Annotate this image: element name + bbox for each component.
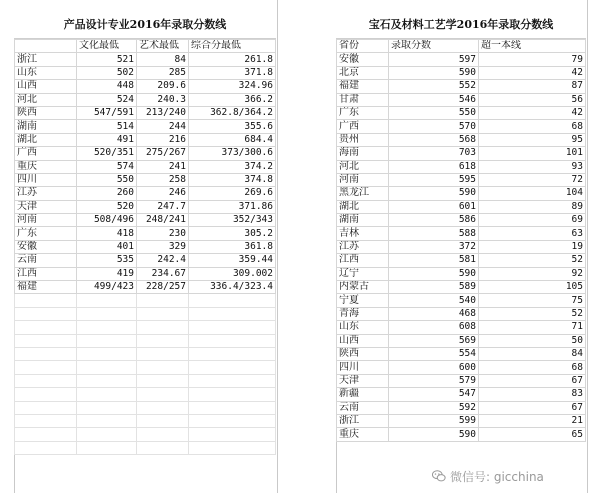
product-design-table <box>14 39 276 455</box>
left-value-cell[interactable]: 374.8 <box>189 173 276 186</box>
table-row <box>15 53 276 66</box>
empty-cell[interactable] <box>137 401 189 414</box>
left-province-cell[interactable]: 广西 <box>15 147 77 160</box>
left-value-cell[interactable]: 371.86 <box>189 200 276 213</box>
empty-cell[interactable] <box>137 441 189 454</box>
table-row <box>15 80 276 93</box>
table-row <box>337 227 586 240</box>
product-design-sheet <box>14 0 276 455</box>
empty-cell[interactable] <box>77 294 137 307</box>
table-row <box>337 254 586 267</box>
table-row <box>337 80 586 93</box>
table-row <box>337 361 586 374</box>
left-header-cell[interactable]: 文化最低 <box>77 40 137 53</box>
left-value-cell[interactable]: 246 <box>137 187 189 200</box>
empty-row <box>15 334 276 347</box>
table-row <box>15 240 276 253</box>
empty-cell[interactable] <box>77 374 137 387</box>
empty-row <box>15 428 276 441</box>
right-province-cell[interactable]: 四川 <box>337 361 389 374</box>
table-row <box>337 147 586 160</box>
left-value-cell[interactable]: 448 <box>77 80 137 93</box>
left-province-cell[interactable]: 山东 <box>15 66 77 79</box>
left-sheet-title: 产品设计专业2016年录取分数线 <box>14 12 276 39</box>
empty-cell[interactable] <box>15 307 77 320</box>
empty-row <box>15 441 276 454</box>
right-value-cell[interactable]: 42 <box>479 106 586 119</box>
right-value-cell[interactable]: 104 <box>479 187 586 200</box>
table-row <box>15 106 276 119</box>
right-value-cell[interactable]: 95 <box>479 133 586 146</box>
empty-cell[interactable] <box>15 361 77 374</box>
left-value-cell[interactable]: 216 <box>137 133 189 146</box>
right-value-cell[interactable]: 569 <box>389 334 479 347</box>
empty-cell[interactable] <box>15 401 77 414</box>
empty-row <box>15 414 276 427</box>
left-value-cell[interactable]: 305.2 <box>189 227 276 240</box>
right-province-cell[interactable]: 湖北 <box>337 200 389 213</box>
table-row <box>15 147 276 160</box>
left-value-cell[interactable]: 234.67 <box>137 267 189 280</box>
table-row <box>337 374 586 387</box>
right-value-cell[interactable]: 570 <box>389 120 479 133</box>
table-row <box>337 347 586 360</box>
right-value-cell[interactable]: 599 <box>389 414 479 427</box>
left-value-cell[interactable]: 352/343 <box>189 214 276 227</box>
left-value-cell[interactable]: 374.2 <box>189 160 276 173</box>
left-province-cell[interactable]: 云南 <box>15 254 77 267</box>
right-header-row <box>337 40 586 53</box>
right-value-cell[interactable]: 568 <box>389 133 479 146</box>
right-value-cell[interactable]: 618 <box>389 160 479 173</box>
left-province-cell[interactable]: 浙江 <box>15 53 77 66</box>
right-province-cell[interactable]: 吉林 <box>337 227 389 240</box>
empty-cell[interactable] <box>189 414 276 427</box>
left-value-cell[interactable]: 520 <box>77 200 137 213</box>
right-value-cell[interactable]: 608 <box>389 321 479 334</box>
right-header-cell[interactable]: 录取分数 <box>389 40 479 53</box>
empty-cell[interactable] <box>15 321 77 334</box>
right-province-cell[interactable]: 辽宁 <box>337 267 389 280</box>
left-value-cell[interactable]: 520/351 <box>77 147 137 160</box>
left-value-cell[interactable]: 84 <box>137 53 189 66</box>
table-row <box>337 106 586 119</box>
empty-cell[interactable] <box>15 441 77 454</box>
empty-row <box>15 347 276 360</box>
table-row <box>15 93 276 106</box>
right-province-cell[interactable]: 青海 <box>337 307 389 320</box>
right-value-cell[interactable]: 101 <box>479 147 586 160</box>
empty-cell[interactable] <box>189 374 276 387</box>
left-value-cell[interactable]: 361.8 <box>189 240 276 253</box>
left-value-cell[interactable]: 240.3 <box>137 93 189 106</box>
right-value-cell[interactable]: 63 <box>479 227 586 240</box>
empty-cell[interactable] <box>15 294 77 307</box>
left-province-cell[interactable]: 天津 <box>15 200 77 213</box>
left-value-cell[interactable]: 209.6 <box>137 80 189 93</box>
right-province-cell[interactable]: 宁夏 <box>337 294 389 307</box>
left-province-cell[interactable]: 河北 <box>15 93 77 106</box>
table-row <box>337 240 586 253</box>
right-value-cell[interactable]: 87 <box>479 80 586 93</box>
left-value-cell[interactable]: 248/241 <box>137 214 189 227</box>
left-value-cell[interactable]: 550 <box>77 173 137 186</box>
right-value-cell[interactable]: 75 <box>479 294 586 307</box>
right-province-cell[interactable]: 云南 <box>337 401 389 414</box>
table-row <box>337 160 586 173</box>
left-value-cell[interactable]: 521 <box>77 53 137 66</box>
right-value-cell[interactable]: 468 <box>389 307 479 320</box>
left-value-cell[interactable]: 241 <box>137 160 189 173</box>
left-value-cell[interactable]: 418 <box>77 227 137 240</box>
right-value-cell[interactable]: 68 <box>479 120 586 133</box>
empty-row <box>15 401 276 414</box>
right-value-cell[interactable]: 67 <box>479 401 586 414</box>
right-province-cell[interactable]: 天津 <box>337 374 389 387</box>
left-value-cell[interactable]: 373/300.6 <box>189 147 276 160</box>
table-row <box>337 401 586 414</box>
left-province-cell[interactable]: 福建 <box>15 281 77 294</box>
empty-row <box>15 294 276 307</box>
left-value-cell[interactable]: 419 <box>77 267 137 280</box>
left-value-cell[interactable]: 371.8 <box>189 66 276 79</box>
empty-cell[interactable] <box>77 307 137 320</box>
table-row <box>15 160 276 173</box>
empty-cell[interactable] <box>189 441 276 454</box>
left-value-cell[interactable]: 524 <box>77 93 137 106</box>
right-value-cell[interactable]: 554 <box>389 347 479 360</box>
left-value-cell[interactable]: 309.002 <box>189 267 276 280</box>
empty-cell[interactable] <box>15 374 77 387</box>
left-value-cell[interactable]: 508/496 <box>77 214 137 227</box>
right-province-cell[interactable]: 河南 <box>337 173 389 186</box>
empty-cell[interactable] <box>189 334 276 347</box>
table-row <box>337 321 586 334</box>
left-value-cell[interactable]: 275/267 <box>137 147 189 160</box>
right-header-cell[interactable]: 超一本线 <box>479 40 586 53</box>
left-value-cell[interactable]: 324.96 <box>189 80 276 93</box>
empty-cell[interactable] <box>189 388 276 401</box>
left-value-cell[interactable]: 228/257 <box>137 281 189 294</box>
left-province-cell[interactable]: 四川 <box>15 173 77 186</box>
right-value-cell[interactable]: 595 <box>389 173 479 186</box>
table-row <box>337 414 586 427</box>
table-row <box>337 173 586 186</box>
empty-cell[interactable] <box>137 361 189 374</box>
right-value-cell[interactable]: 597 <box>389 53 479 66</box>
right-value-cell[interactable]: 703 <box>389 147 479 160</box>
left-value-cell[interactable]: 258 <box>137 173 189 186</box>
empty-cell[interactable] <box>189 361 276 374</box>
left-province-cell[interactable]: 陕西 <box>15 106 77 119</box>
empty-cell[interactable] <box>189 294 276 307</box>
table-row <box>15 120 276 133</box>
right-province-cell[interactable]: 重庆 <box>337 428 389 441</box>
right-value-cell[interactable]: 601 <box>389 200 479 213</box>
table-row <box>337 267 586 280</box>
left-header-cell[interactable]: 综合分最低 <box>189 40 276 53</box>
left-province-cell[interactable]: 广东 <box>15 227 77 240</box>
empty-cell[interactable] <box>137 334 189 347</box>
table-row <box>15 66 276 79</box>
right-header-cell[interactable]: 省份 <box>337 40 389 53</box>
right-province-cell[interactable]: 北京 <box>337 66 389 79</box>
left-province-cell[interactable]: 河南 <box>15 214 77 227</box>
right-province-cell[interactable]: 贵州 <box>337 133 389 146</box>
right-province-cell[interactable]: 山西 <box>337 334 389 347</box>
right-value-cell[interactable]: 550 <box>389 106 479 119</box>
right-province-cell[interactable]: 福建 <box>337 80 389 93</box>
right-province-cell[interactable]: 内蒙古 <box>337 281 389 294</box>
left-value-cell[interactable]: 684.4 <box>189 133 276 146</box>
right-value-cell[interactable]: 547 <box>389 388 479 401</box>
right-province-cell[interactable]: 安徽 <box>337 53 389 66</box>
wechat-icon <box>432 469 446 483</box>
right-province-cell[interactable]: 江西 <box>337 254 389 267</box>
right-value-cell[interactable]: 105 <box>479 281 586 294</box>
empty-row <box>15 307 276 320</box>
empty-cell[interactable] <box>137 347 189 360</box>
right-value-cell[interactable]: 83 <box>479 388 586 401</box>
empty-cell[interactable] <box>137 388 189 401</box>
empty-cell[interactable] <box>77 401 137 414</box>
left-value-cell[interactable]: 247.7 <box>137 200 189 213</box>
table-row <box>337 53 586 66</box>
right-province-cell[interactable]: 甘肃 <box>337 93 389 106</box>
right-value-cell[interactable]: 92 <box>479 267 586 280</box>
left-value-cell[interactable]: 355.6 <box>189 120 276 133</box>
right-value-cell[interactable]: 69 <box>479 214 586 227</box>
right-value-cell[interactable]: 19 <box>479 240 586 253</box>
table-row <box>15 133 276 146</box>
empty-cell[interactable] <box>189 428 276 441</box>
right-value-cell[interactable]: 600 <box>389 361 479 374</box>
empty-row <box>15 321 276 334</box>
left-province-cell[interactable]: 安徽 <box>15 240 77 253</box>
right-value-cell[interactable]: 50 <box>479 334 586 347</box>
right-value-cell[interactable]: 56 <box>479 93 586 106</box>
table-row <box>337 294 586 307</box>
left-value-cell[interactable]: 269.6 <box>189 187 276 200</box>
right-value-cell[interactable]: 588 <box>389 227 479 240</box>
right-value-cell[interactable]: 79 <box>479 53 586 66</box>
table-row <box>15 187 276 200</box>
table-row <box>337 187 586 200</box>
table-row <box>337 334 586 347</box>
right-province-cell[interactable]: 浙江 <box>337 414 389 427</box>
table-row <box>337 93 586 106</box>
empty-row <box>15 361 276 374</box>
empty-cell[interactable] <box>189 347 276 360</box>
right-province-cell[interactable]: 河北 <box>337 160 389 173</box>
empty-cell[interactable] <box>77 441 137 454</box>
left-value-cell[interactable]: 285 <box>137 66 189 79</box>
table-row <box>15 173 276 186</box>
left-value-cell[interactable]: 514 <box>77 120 137 133</box>
left-value-cell[interactable]: 535 <box>77 254 137 267</box>
right-province-cell[interactable]: 新疆 <box>337 388 389 401</box>
table-row <box>337 120 586 133</box>
table-row <box>337 200 586 213</box>
empty-cell[interactable] <box>77 428 137 441</box>
left-value-cell[interactable]: 574 <box>77 160 137 173</box>
empty-cell[interactable] <box>15 428 77 441</box>
right-province-cell[interactable]: 广东 <box>337 106 389 119</box>
left-value-cell[interactable]: 230 <box>137 227 189 240</box>
right-value-cell[interactable]: 42 <box>479 66 586 79</box>
right-value-cell[interactable]: 93 <box>479 160 586 173</box>
empty-cell[interactable] <box>137 428 189 441</box>
left-value-cell[interactable]: 359.44 <box>189 254 276 267</box>
left-header-cell[interactable] <box>15 40 77 53</box>
table-row <box>337 307 586 320</box>
right-value-cell[interactable]: 590 <box>389 187 479 200</box>
left-value-cell[interactable]: 502 <box>77 66 137 79</box>
table-row <box>15 214 276 227</box>
right-value-cell[interactable]: 68 <box>479 361 586 374</box>
empty-cell[interactable] <box>77 361 137 374</box>
right-value-cell[interactable]: 67 <box>479 374 586 387</box>
right-value-cell[interactable]: 71 <box>479 321 586 334</box>
table-row <box>15 227 276 240</box>
right-province-cell[interactable]: 海南 <box>337 147 389 160</box>
right-province-cell[interactable]: 山东 <box>337 321 389 334</box>
left-header-cell[interactable]: 艺术最低 <box>137 40 189 53</box>
right-value-cell[interactable]: 552 <box>389 80 479 93</box>
gem-material-sheet <box>336 0 586 442</box>
left-value-cell[interactable]: 491 <box>77 133 137 146</box>
empty-cell[interactable] <box>77 414 137 427</box>
left-value-cell[interactable]: 242.4 <box>137 254 189 267</box>
right-value-cell[interactable]: 372 <box>389 240 479 253</box>
empty-cell[interactable] <box>137 374 189 387</box>
empty-row <box>15 388 276 401</box>
left-province-cell[interactable]: 湖北 <box>15 133 77 146</box>
left-value-cell[interactable]: 499/423 <box>77 281 137 294</box>
left-value-cell[interactable]: 362.8/364.2 <box>189 106 276 119</box>
left-province-cell[interactable]: 湖南 <box>15 120 77 133</box>
table-row <box>15 200 276 213</box>
right-value-cell[interactable]: 592 <box>389 401 479 414</box>
empty-cell[interactable] <box>137 414 189 427</box>
right-province-cell[interactable]: 黑龙江 <box>337 187 389 200</box>
right-value-cell[interactable]: 589 <box>389 281 479 294</box>
right-value-cell[interactable]: 89 <box>479 200 586 213</box>
left-value-cell[interactable]: 329 <box>137 240 189 253</box>
left-value-cell[interactable]: 260 <box>77 187 137 200</box>
right-value-cell[interactable]: 579 <box>389 374 479 387</box>
table-row <box>15 267 276 280</box>
left-value-cell[interactable]: 401 <box>77 240 137 253</box>
left-province-cell[interactable]: 江西 <box>15 267 77 280</box>
left-value-cell[interactable]: 244 <box>137 120 189 133</box>
right-value-cell[interactable]: 52 <box>479 307 586 320</box>
right-value-cell[interactable]: 21 <box>479 414 586 427</box>
right-value-cell[interactable]: 84 <box>479 347 586 360</box>
right-province-cell[interactable]: 江苏 <box>337 240 389 253</box>
empty-cell[interactable] <box>15 414 77 427</box>
right-value-cell[interactable]: 581 <box>389 254 479 267</box>
left-value-cell[interactable]: 213/240 <box>137 106 189 119</box>
left-province-cell[interactable]: 江苏 <box>15 187 77 200</box>
table-row <box>15 281 276 294</box>
watermark-text: 微信号: gicchina <box>450 469 544 484</box>
right-value-cell[interactable]: 546 <box>389 93 479 106</box>
empty-cell[interactable] <box>15 347 77 360</box>
empty-cell[interactable] <box>189 401 276 414</box>
left-value-cell[interactable]: 336.4/323.4 <box>189 281 276 294</box>
table-row <box>337 388 586 401</box>
right-value-cell[interactable]: 590 <box>389 267 479 280</box>
right-value-cell[interactable]: 590 <box>389 428 479 441</box>
empty-cell[interactable] <box>137 294 189 307</box>
right-value-cell[interactable]: 540 <box>389 294 479 307</box>
left-header-row <box>15 40 276 53</box>
right-province-cell[interactable]: 陕西 <box>337 347 389 360</box>
left-value-cell[interactable]: 366.2 <box>189 93 276 106</box>
empty-cell[interactable] <box>189 321 276 334</box>
right-value-cell[interactable]: 65 <box>479 428 586 441</box>
left-value-cell[interactable]: 547/591 <box>77 106 137 119</box>
empty-cell[interactable] <box>137 321 189 334</box>
left-value-cell[interactable]: 261.8 <box>189 53 276 66</box>
right-province-cell[interactable]: 湖南 <box>337 214 389 227</box>
table-row <box>15 254 276 267</box>
empty-cell[interactable] <box>15 334 77 347</box>
table-row <box>337 428 586 441</box>
right-value-cell[interactable]: 72 <box>479 173 586 186</box>
left-province-cell[interactable]: 山西 <box>15 80 77 93</box>
right-sheet-title: 宝石及材料工艺学2016年录取分数线 <box>336 12 586 39</box>
empty-cell[interactable] <box>189 307 276 320</box>
empty-cell[interactable] <box>77 388 137 401</box>
empty-row <box>15 374 276 387</box>
table-row <box>337 133 586 146</box>
right-province-cell[interactable]: 广西 <box>337 120 389 133</box>
empty-cell[interactable] <box>137 307 189 320</box>
right-value-cell[interactable]: 52 <box>479 254 586 267</box>
right-value-cell[interactable]: 590 <box>389 66 479 79</box>
left-province-cell[interactable]: 重庆 <box>15 160 77 173</box>
empty-cell[interactable] <box>77 334 137 347</box>
table-row <box>337 214 586 227</box>
right-value-cell[interactable]: 586 <box>389 214 479 227</box>
table-row <box>337 281 586 294</box>
empty-cell[interactable] <box>77 321 137 334</box>
table-row <box>337 66 586 79</box>
empty-cell[interactable] <box>77 347 137 360</box>
wechat-watermark <box>432 468 544 484</box>
empty-cell[interactable] <box>15 388 77 401</box>
gem-material-table <box>336 39 586 442</box>
